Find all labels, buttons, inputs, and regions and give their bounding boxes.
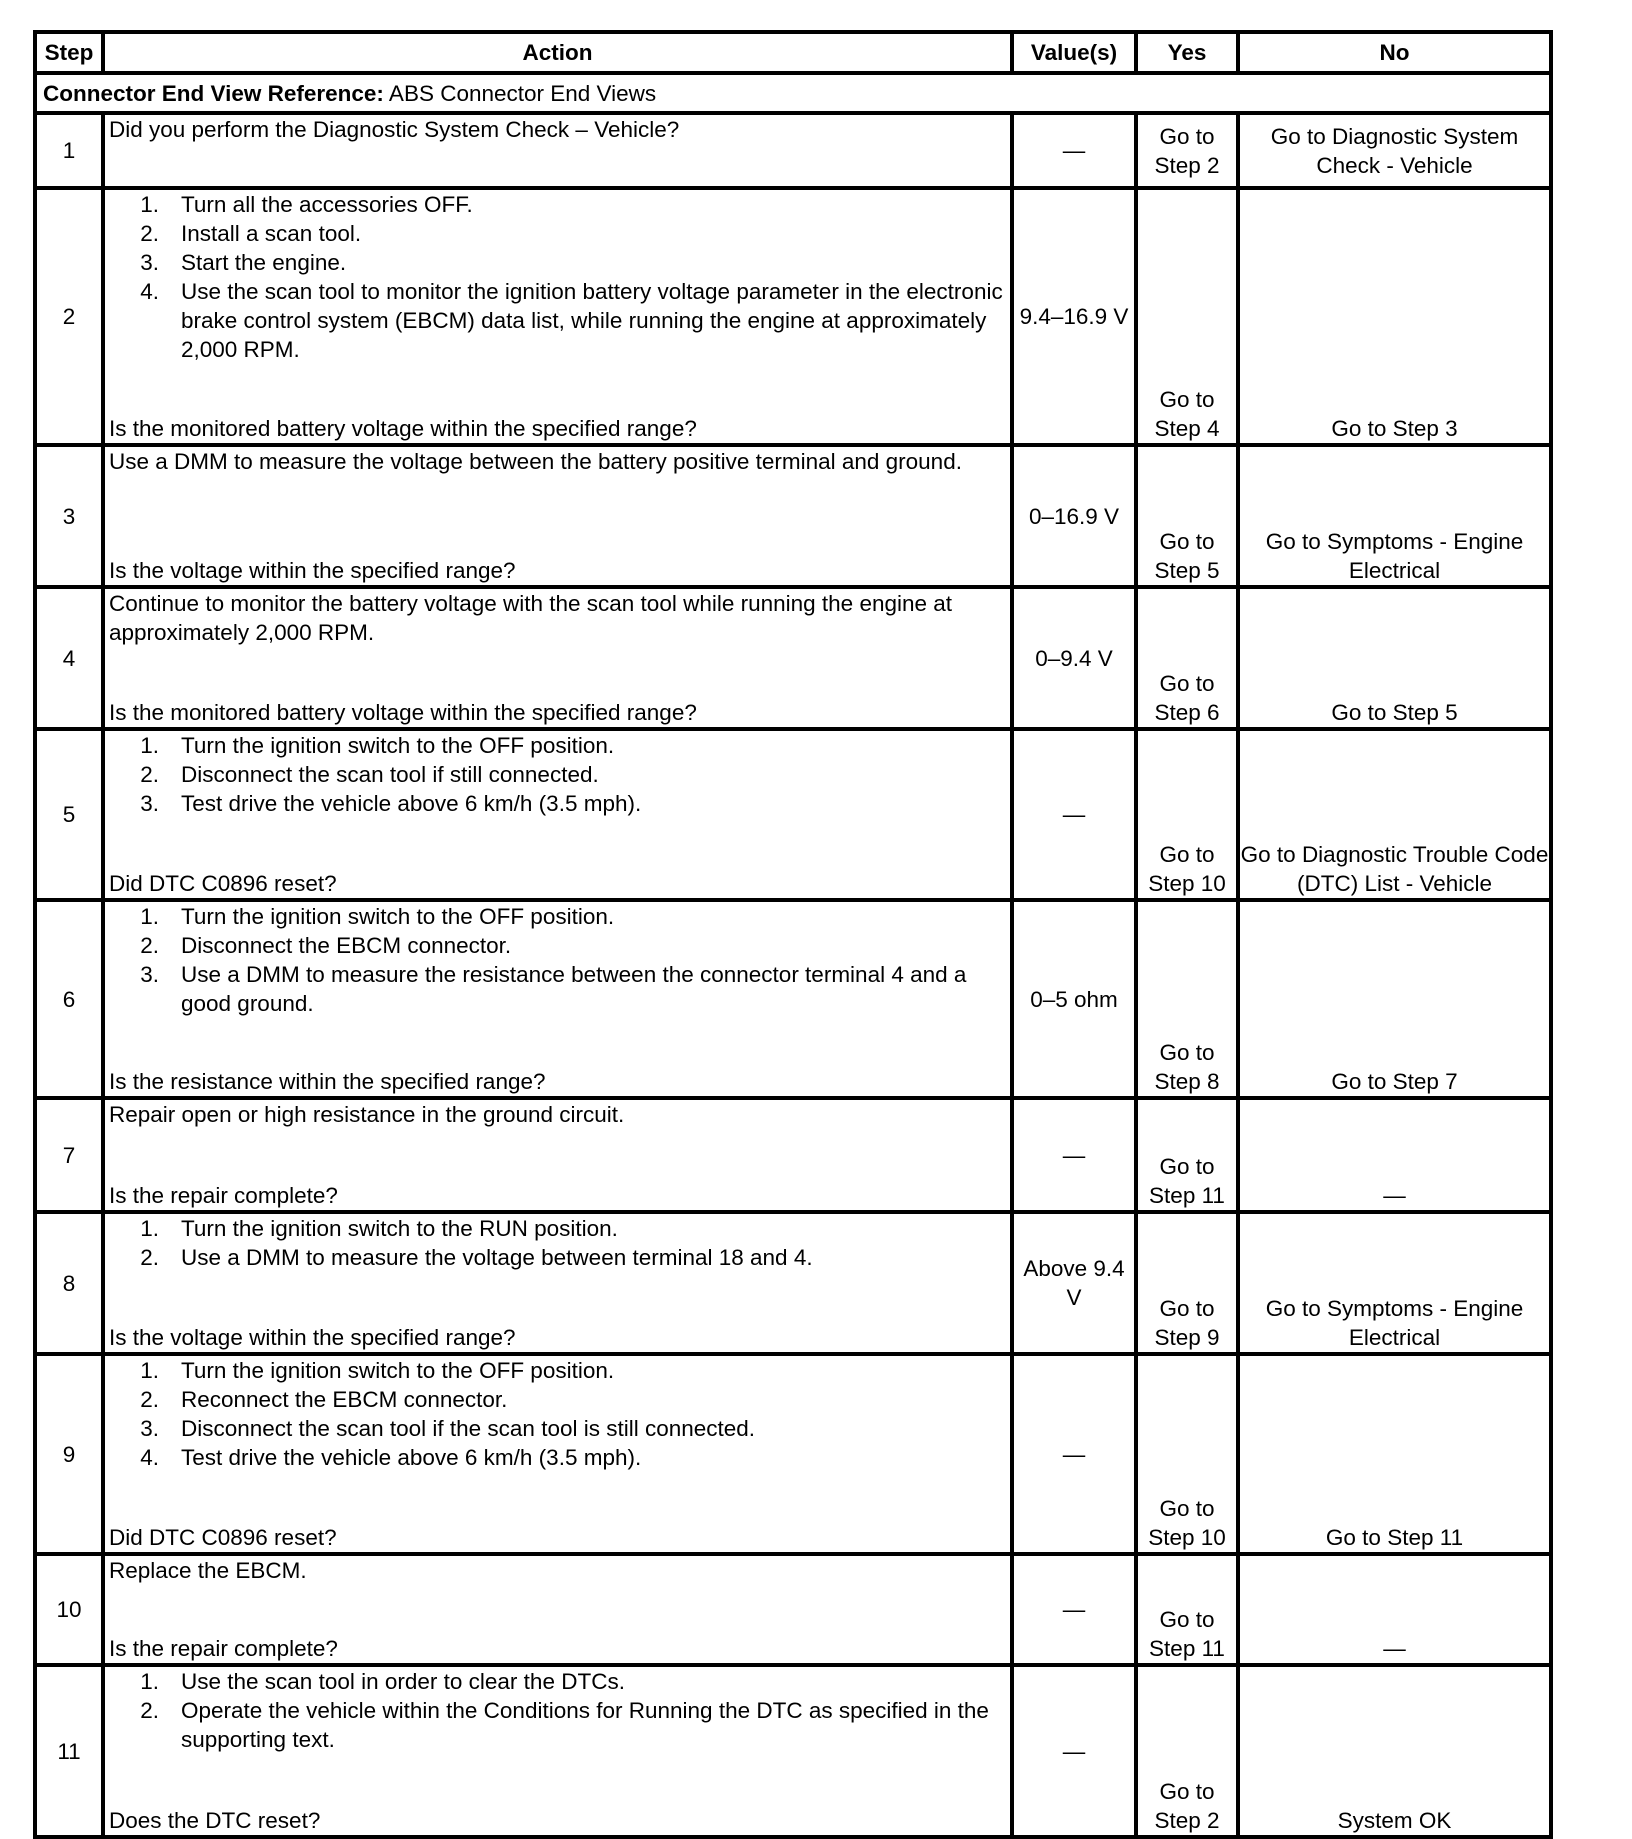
action-text: Use a DMM to measure the voltage between the battery positive terminal and ground. xyxy=(109,449,962,474)
action-step-text: Turn the ignition switch to the OFF position. xyxy=(181,904,615,929)
table-row xyxy=(35,900,1551,1098)
step-number: 3 xyxy=(35,445,103,587)
reference-label: Connector End View Reference: xyxy=(43,80,384,106)
no-cell: System OK xyxy=(1238,1665,1551,1837)
action-text: Repair open or high resistance in the ground circuit. xyxy=(109,1102,625,1127)
action-step-list xyxy=(109,1214,1008,1272)
action-body xyxy=(109,447,1008,476)
action-step-number: 1. xyxy=(140,1216,159,1241)
no-cell: Go to Step 11 xyxy=(1238,1354,1551,1554)
action-question: Did DTC C0896 reset? xyxy=(109,871,337,896)
action-content xyxy=(109,1667,1008,1835)
step-number: 8 xyxy=(35,1212,103,1354)
no-cell: Go to Diagnostic Trouble Code (DTC) List - Vehicle xyxy=(1238,729,1551,900)
action-question: Is the repair complete? xyxy=(109,1183,338,1208)
header-row xyxy=(35,32,1551,73)
action-cell xyxy=(103,1554,1012,1665)
action-step-item xyxy=(109,190,1008,219)
value-cell: — xyxy=(1012,1665,1136,1837)
yes-cell: Go to Step 10 xyxy=(1136,729,1238,900)
action-step-item xyxy=(109,1667,1008,1696)
action-body xyxy=(109,1356,1008,1472)
action-body xyxy=(109,731,1008,818)
action-content xyxy=(109,190,1008,443)
step-number: 11 xyxy=(35,1665,103,1837)
action-step-text: Test drive the vehicle above 6 km/h (3.5 mph). xyxy=(181,791,642,816)
action-question: Is the monitored battery voltage within the specified range? xyxy=(109,700,697,725)
action-content xyxy=(109,1214,1008,1352)
action-step-item xyxy=(109,1414,1008,1443)
action-step-item xyxy=(109,1243,1008,1272)
action-step-item xyxy=(109,277,1008,364)
action-step-number: 1. xyxy=(140,733,159,758)
yes-cell: Go to Step 4 xyxy=(1136,188,1238,445)
action-content xyxy=(109,1556,1008,1663)
action-step-item xyxy=(109,789,1008,818)
action-step-item xyxy=(109,731,1008,760)
value-cell: — xyxy=(1012,729,1136,900)
no-cell: — xyxy=(1238,1098,1551,1212)
action-step-number: 2. xyxy=(140,1245,159,1270)
action-step-text: Disconnect the EBCM connector. xyxy=(181,933,512,958)
action-step-text: Use the scan tool to monitor the ignition battery voltage parameter in the electronic brake control system (EBCM) data list, while running the engine at approximately 2,000 RPM. xyxy=(181,279,1003,362)
table-row xyxy=(35,1354,1551,1554)
action-step-number: 2. xyxy=(140,933,159,958)
yes-cell: Go to Step 10 xyxy=(1136,1354,1238,1554)
reference-link-text: ABS Connector End Views xyxy=(383,80,657,106)
action-question: Is the voltage within the specified range? xyxy=(109,558,516,583)
value-cell: — xyxy=(1012,1354,1136,1554)
action-text: Did you perform the Diagnostic System Check – Vehicle? xyxy=(109,117,680,142)
action-cell xyxy=(103,113,1012,188)
action-content xyxy=(109,115,1008,186)
yes-cell: Go to Step 8 xyxy=(1136,900,1238,1098)
step-number: 1 xyxy=(35,113,103,188)
action-cell xyxy=(103,900,1012,1098)
step-number: 10 xyxy=(35,1554,103,1665)
header-no: No xyxy=(1238,32,1551,73)
action-step-text: Install a scan tool. xyxy=(181,221,362,246)
action-content xyxy=(109,447,1008,585)
action-step-text: Test drive the vehicle above 6 km/h (3.5 mph). xyxy=(181,1445,642,1470)
table-row xyxy=(35,1212,1551,1354)
action-body xyxy=(109,1667,1008,1754)
table-row xyxy=(35,1098,1551,1212)
action-step-text: Use a DMM to measure the resistance between the connector terminal 4 and a good ground. xyxy=(181,962,967,1016)
yes-cell: Go to Step 5 xyxy=(1136,445,1238,587)
step-number: 5 xyxy=(35,729,103,900)
header-yes: Yes xyxy=(1136,32,1238,73)
table-row xyxy=(35,188,1551,445)
action-step-item xyxy=(109,760,1008,789)
no-cell: Go to Step 7 xyxy=(1238,900,1551,1098)
action-cell xyxy=(103,188,1012,445)
action-content xyxy=(109,1356,1008,1552)
action-content xyxy=(109,1100,1008,1210)
action-step-number: 3. xyxy=(140,962,159,987)
action-step-list xyxy=(109,902,1008,1018)
value-cell: 0–9.4 V xyxy=(1012,587,1136,729)
action-step-number: 2. xyxy=(140,762,159,787)
table-row xyxy=(35,445,1551,587)
action-cell xyxy=(103,1212,1012,1354)
yes-cell: Go to Step 2 xyxy=(1136,113,1238,188)
yes-cell: Go to Step 11 xyxy=(1136,1554,1238,1665)
value-cell: — xyxy=(1012,1554,1136,1665)
no-cell: Go to Symptoms - Engine Electrical xyxy=(1238,445,1551,587)
action-step-list xyxy=(109,731,1008,818)
action-step-number: 1. xyxy=(140,192,159,217)
header-action: Action xyxy=(103,32,1012,73)
action-step-item xyxy=(109,931,1008,960)
action-step-item xyxy=(109,1356,1008,1385)
action-step-text: Disconnect the scan tool if the scan tool is still connected. xyxy=(181,1416,756,1441)
action-step-number: 2. xyxy=(140,1387,159,1412)
action-step-number: 4. xyxy=(140,279,159,304)
action-step-number: 1. xyxy=(140,904,159,929)
action-body xyxy=(109,589,1008,647)
action-step-item xyxy=(109,248,1008,277)
action-cell xyxy=(103,1665,1012,1837)
reference-row xyxy=(35,73,1551,113)
action-content xyxy=(109,902,1008,1096)
action-text: Replace the EBCM. xyxy=(109,1558,307,1583)
action-step-list xyxy=(109,1356,1008,1472)
action-text: Continue to monitor the battery voltage with the scan tool while running the engine at approximately 2,000 RPM. xyxy=(109,591,953,645)
action-step-number: 3. xyxy=(140,250,159,275)
table-row xyxy=(35,587,1551,729)
action-step-item xyxy=(109,219,1008,248)
action-body xyxy=(109,1214,1008,1272)
action-step-text: Turn the ignition switch to the OFF position. xyxy=(181,1358,615,1383)
table-row xyxy=(35,1665,1551,1837)
action-step-text: Reconnect the EBCM connector. xyxy=(181,1387,508,1412)
action-step-text: Use a DMM to measure the voltage between terminal 18 and 4. xyxy=(181,1245,813,1270)
step-number: 7 xyxy=(35,1098,103,1212)
action-step-list xyxy=(109,1667,1008,1754)
action-question: Is the monitored battery voltage within the specified range? xyxy=(109,416,697,441)
action-step-text: Turn all the accessories OFF. xyxy=(181,192,473,217)
table-row xyxy=(35,1554,1551,1665)
no-cell: Go to Diagnostic System Check - Vehicle xyxy=(1238,113,1551,188)
diagnostic-table xyxy=(33,30,1553,1839)
yes-cell: Go to Step 9 xyxy=(1136,1212,1238,1354)
action-step-number: 3. xyxy=(140,791,159,816)
action-step-number: 4. xyxy=(140,1445,159,1470)
action-cell xyxy=(103,445,1012,587)
action-body xyxy=(109,115,1008,144)
action-step-number: 1. xyxy=(140,1358,159,1383)
action-question: Does the DTC reset? xyxy=(109,1808,321,1833)
action-body xyxy=(109,902,1008,1018)
action-cell xyxy=(103,1098,1012,1212)
value-cell: — xyxy=(1012,113,1136,188)
value-cell: 9.4–16.9 V xyxy=(1012,188,1136,445)
action-step-item xyxy=(109,1443,1008,1472)
action-content xyxy=(109,731,1008,898)
action-cell xyxy=(103,587,1012,729)
yes-cell: Go to Step 11 xyxy=(1136,1098,1238,1212)
step-number: 6 xyxy=(35,900,103,1098)
action-step-list xyxy=(109,190,1008,364)
action-cell xyxy=(103,1354,1012,1554)
action-step-number: 3. xyxy=(140,1416,159,1441)
action-step-number: 1. xyxy=(140,1669,159,1694)
no-cell: Go to Symptoms - Engine Electrical xyxy=(1238,1212,1551,1354)
action-body xyxy=(109,1556,1008,1585)
no-cell: Go to Step 3 xyxy=(1238,188,1551,445)
action-question: Is the repair complete? xyxy=(109,1636,338,1661)
action-step-text: Use the scan tool in order to clear the DTCs. xyxy=(181,1669,625,1694)
no-cell: — xyxy=(1238,1554,1551,1665)
action-step-item xyxy=(109,1385,1008,1414)
action-question: Is the voltage within the specified range? xyxy=(109,1325,516,1350)
reference-cell xyxy=(35,73,1551,113)
header-step: Step xyxy=(35,32,103,73)
action-step-number: 2. xyxy=(140,221,159,246)
action-content xyxy=(109,589,1008,727)
value-cell: — xyxy=(1012,1098,1136,1212)
action-step-text: Turn the ignition switch to the RUN position. xyxy=(181,1216,618,1241)
step-number: 2 xyxy=(35,188,103,445)
header-values: Value(s) xyxy=(1012,32,1136,73)
value-cell: 0–5 ohm xyxy=(1012,900,1136,1098)
action-cell xyxy=(103,729,1012,900)
step-number: 9 xyxy=(35,1354,103,1554)
value-cell: Above 9.4 V xyxy=(1012,1212,1136,1354)
table-row xyxy=(35,113,1551,188)
action-step-item xyxy=(109,1214,1008,1243)
table-row xyxy=(35,729,1551,900)
action-step-text: Operate the vehicle within the Conditions for Running the DTC as specified in the supporting text. xyxy=(181,1698,989,1752)
action-step-item xyxy=(109,1696,1008,1754)
no-cell: Go to Step 5 xyxy=(1238,587,1551,729)
action-step-item xyxy=(109,902,1008,931)
action-step-text: Turn the ignition switch to the OFF position. xyxy=(181,733,615,758)
step-number: 4 xyxy=(35,587,103,729)
value-cell: 0–16.9 V xyxy=(1012,445,1136,587)
action-step-number: 2. xyxy=(140,1698,159,1723)
action-step-text: Disconnect the scan tool if still connected. xyxy=(181,762,599,787)
action-step-text: Start the engine. xyxy=(181,250,347,275)
action-step-item xyxy=(109,960,1008,1018)
action-body xyxy=(109,1100,1008,1129)
yes-cell: Go to Step 2 xyxy=(1136,1665,1238,1837)
action-question: Is the resistance within the specified range? xyxy=(109,1069,546,1094)
action-body xyxy=(109,190,1008,364)
yes-cell: Go to Step 6 xyxy=(1136,587,1238,729)
action-question: Did DTC C0896 reset? xyxy=(109,1525,337,1550)
